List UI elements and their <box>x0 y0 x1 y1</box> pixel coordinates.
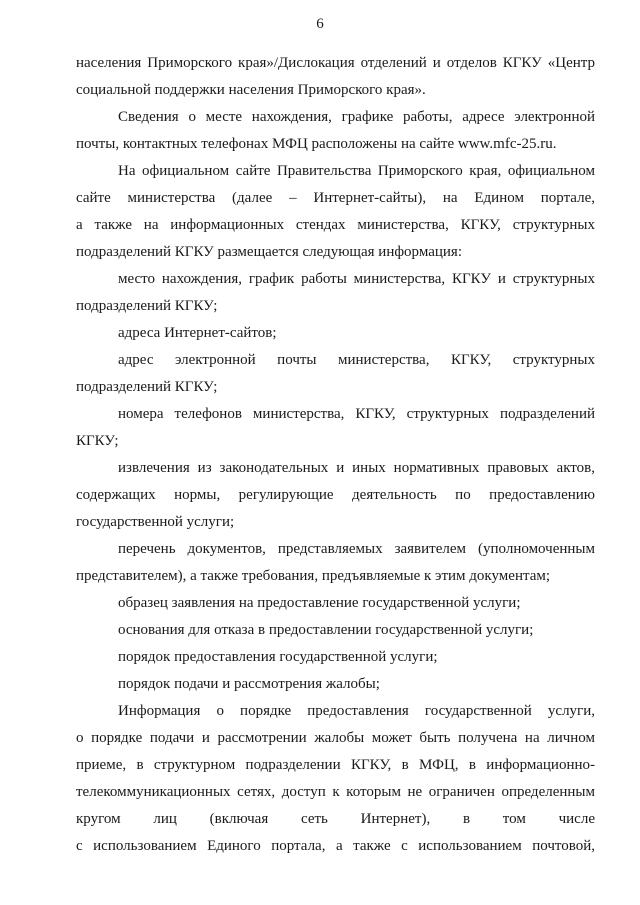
text-line: адрес электронной почты министерства, КГКУ, структурных <box>118 352 595 368</box>
text-line: место нахождения, график работы министерства, КГКУ и структурных <box>118 271 595 287</box>
text-line: о порядке подачи и рассмотрении жалобы может быть получена на личном <box>76 730 595 746</box>
text-line: основания для отказа в предоставлении государственной услуги; <box>118 622 534 638</box>
text-line: а также на информационных стендах министерства, КГКУ, структурных <box>76 217 595 233</box>
text-line: Информация о порядке предоставления государственной услуги, <box>118 703 595 719</box>
text-line: населения Приморского края»/Дислокация отделений и отделов КГКУ «Центр <box>76 55 595 71</box>
text-line: КГКУ; <box>76 433 119 449</box>
text-line: подразделений КГКУ размещается следующая информация: <box>76 244 463 260</box>
text-line: почты, контактных телефонах МФЦ расположены на сайте www.mfc-25.ru. <box>76 136 557 152</box>
text-line: порядок подачи и рассмотрения жалобы; <box>118 676 380 692</box>
text-line: государственной услуги; <box>76 514 235 530</box>
text-line: содержащих нормы, регулирующие деятельность по предоставлению <box>76 487 595 503</box>
text-line: представителем), а также требования, предъявляемые к этим документам; <box>76 568 551 584</box>
text-line: номера телефонов министерства, КГКУ, структурных подразделений <box>118 406 595 422</box>
text-line: сайте министерства (далее – Интернет-сайты), на Едином портале, <box>76 190 595 206</box>
text-line: образец заявления на предоставление государственной услуги; <box>118 595 521 611</box>
page-number: 6 <box>316 16 324 32</box>
text-line: Сведения о месте нахождения, графике работы, адресе электронной <box>118 109 595 125</box>
text-line: приеме, в структурном подразделении КГКУ, в МФЦ, в информационно- <box>76 757 595 773</box>
text-line: социальной поддержки населения Приморского края». <box>76 82 426 98</box>
text-line: порядок предоставления государственной услуги; <box>118 649 438 665</box>
text-line: с использованием Единого портала, а также с использованием почтовой, <box>76 838 595 854</box>
text-line: подразделений КГКУ; <box>76 379 218 395</box>
text-line: кругом лиц (включая сеть Интернет), в том числе <box>76 811 595 827</box>
text-line: На официальном сайте Правительства Приморского края, официальном <box>118 163 595 179</box>
text-line: подразделений КГКУ; <box>76 298 218 314</box>
text-line: адреса Интернет-сайтов; <box>118 325 277 341</box>
text-line: телекоммуникационных сетях, доступ к которым не ограничен определенным <box>76 784 595 800</box>
text-line: перечень документов, представляемых заявителем (уполномоченным <box>118 541 595 557</box>
text-line: извлечения из законодательных и иных нормативных правовых актов, <box>118 460 595 476</box>
